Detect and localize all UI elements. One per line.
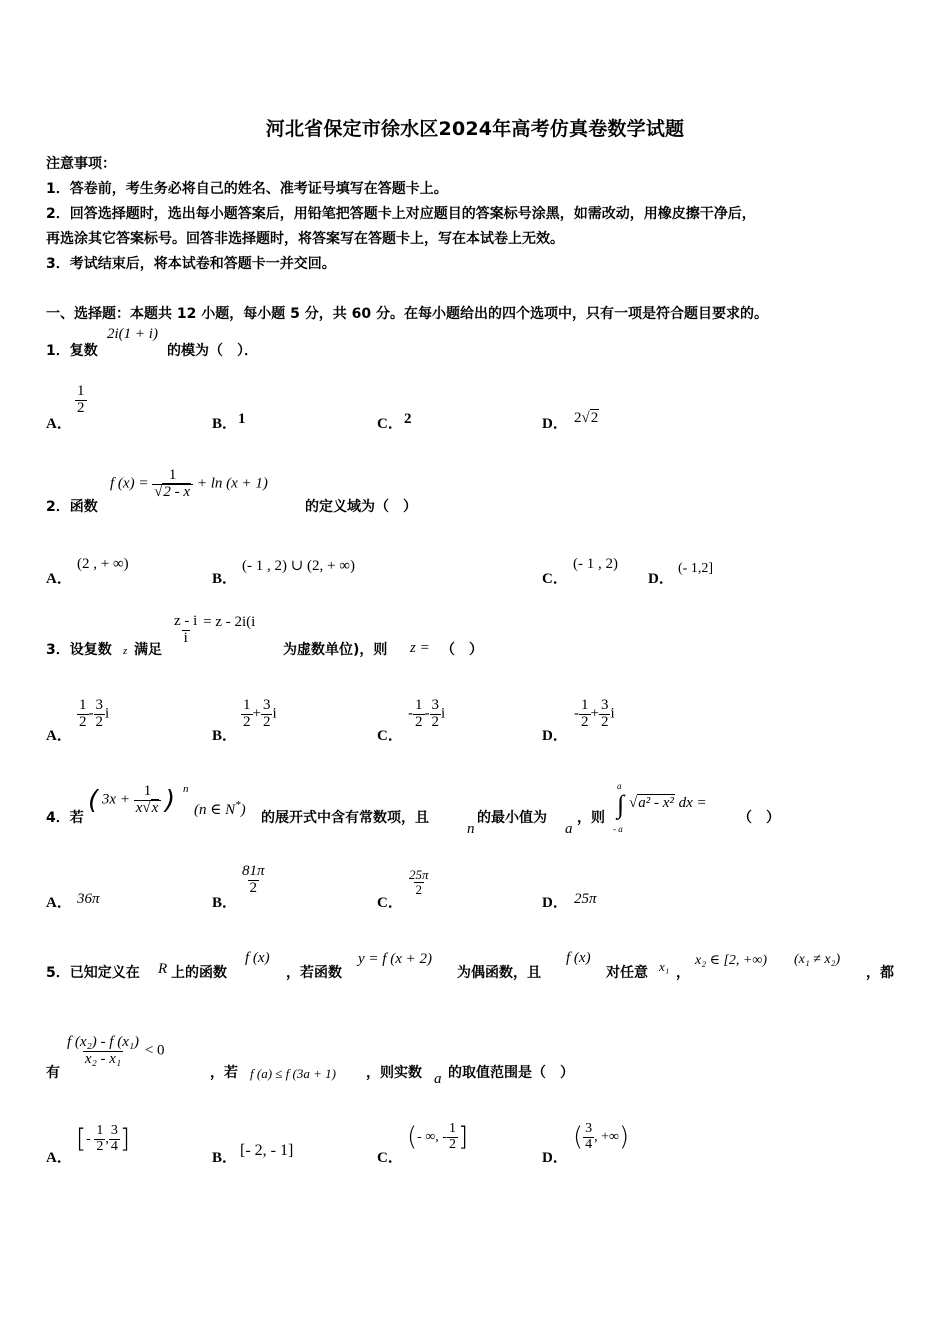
- q5-t7: ，则实数: [366, 1065, 422, 1081]
- right-paren: ): [165, 785, 176, 816]
- frac-numerator: 1: [448, 1121, 456, 1136]
- q5-x1: x₁: [659, 959, 670, 974]
- coef: 2: [574, 410, 582, 426]
- operator: +: [252, 705, 261, 722]
- left-bracket: [: [76, 1124, 87, 1155]
- frac-denominator: 2: [95, 713, 103, 730]
- sign: -: [574, 705, 579, 722]
- frac-denominator: 4: [110, 1138, 118, 1154]
- right-paren: ): [619, 1122, 630, 1153]
- q5-yfx: y = f (x + 2): [358, 951, 432, 967]
- q3-suffix1: 为虚数单位)，则: [283, 642, 388, 658]
- right-bracket: ]: [119, 1124, 130, 1155]
- sep: ,: [105, 1131, 109, 1147]
- frac-numerator: 81π: [242, 863, 265, 879]
- q4-mid1: 的展开式中含有常数项，且: [261, 810, 429, 826]
- frac-numerator: 1: [79, 697, 87, 713]
- sqrt-icon: √: [629, 795, 638, 811]
- frac-denominator: 2: [600, 713, 609, 730]
- frac-numerator: 3: [262, 697, 271, 713]
- radicand: 2 - x: [163, 483, 191, 500]
- q2-option-c-label: C．: [542, 571, 568, 587]
- q3-option-b-label: B．: [212, 728, 238, 744]
- q3-suffix2: （ ）: [441, 642, 483, 658]
- q4-condition: [194, 799, 246, 819]
- frac-numerator: 1: [243, 697, 251, 713]
- frac-denominator: 2: [262, 713, 271, 730]
- q2-function: [110, 468, 268, 501]
- q1-option-a-label: A．: [46, 416, 72, 432]
- notice-item-3: 3．考试结束后，将本试卷和答题卡一并交回。: [46, 256, 336, 272]
- radicand: 2: [590, 410, 599, 426]
- frac-denominator: 2: [96, 1138, 104, 1154]
- q5-option-c-label: C．: [377, 1150, 403, 1166]
- q2-option-a-label: A．: [46, 571, 72, 587]
- frac-denominator: x₂ - x₁: [84, 1050, 122, 1067]
- frac-numerator: 25π: [409, 867, 429, 882]
- q4-option-b: [240, 864, 267, 897]
- frac-denominator: 2: [415, 881, 422, 897]
- frac-numerator: 1: [168, 467, 177, 483]
- frac-denominator: 2: [77, 399, 85, 416]
- q5-option-b: [- 2, - 1]: [240, 1142, 294, 1159]
- frac-numerator: 1: [415, 697, 423, 713]
- integral-icon: ∫: [617, 790, 625, 819]
- frac-numerator: 3: [600, 697, 609, 713]
- left-paren: (: [88, 785, 99, 816]
- notice-heading: 注意事项：: [46, 156, 116, 172]
- notice-item-2-cont: 再选涂其它答案标号。回答非选择题时，将答案写在答题卡上，写在本试卷上无效。: [46, 231, 564, 247]
- q4-binomial: [88, 784, 175, 817]
- q5-t5: ，都: [866, 965, 894, 981]
- frac-denominator: 2: [415, 713, 423, 730]
- q5-t8: 的取值范围是（ ）: [448, 1065, 574, 1081]
- radicand: a² - x²: [638, 795, 674, 811]
- q4-term: 3x +: [101, 791, 130, 808]
- q3-equation: [172, 614, 255, 647]
- q4-option-a-label: A．: [46, 895, 72, 911]
- radicand: x: [151, 799, 159, 816]
- sign: -: [86, 1131, 95, 1147]
- lower-bound: - ∞, -: [417, 1129, 447, 1145]
- q2-suffix: 的定义域为（ ）: [305, 499, 417, 515]
- q1-option-d-label: D．: [542, 416, 568, 432]
- frac-denominator: 2: [243, 713, 251, 730]
- frac-numerator: z - i: [174, 613, 198, 629]
- q5-fx: f (x): [245, 950, 270, 966]
- frac-denominator: 4: [585, 1136, 593, 1152]
- q2-option-d: (- 1,2]: [678, 561, 713, 576]
- q5-option-a: [76, 1124, 130, 1154]
- q4-option-b-label: B．: [212, 895, 238, 911]
- operator: -: [88, 705, 94, 722]
- q3-eq: z =: [410, 640, 430, 656]
- q5-neq: (x₁ ≠ x₂): [794, 952, 841, 967]
- q1-option-b-label: B．: [212, 416, 238, 432]
- imag-unit: i: [272, 705, 277, 722]
- q5-option-a-label: A．: [46, 1150, 72, 1166]
- q5-a: a: [434, 1071, 442, 1087]
- q3-option-a: [77, 698, 109, 731]
- frac-numerator: 3: [95, 697, 103, 713]
- q5-lt0: < 0: [144, 1042, 165, 1059]
- q3-option-b: [241, 698, 277, 731]
- q3-option-d: [574, 698, 615, 731]
- frac-numerator: 1: [581, 697, 589, 713]
- q5-t2: ，若函数: [286, 965, 342, 981]
- q5-t1: 上的函数: [171, 965, 227, 981]
- q5-option-d-label: D．: [542, 1150, 568, 1166]
- q2-prefix: 2．函数: [46, 499, 98, 515]
- imag-unit: i: [105, 705, 110, 722]
- sqrt-icon: √: [154, 483, 163, 500]
- q1-option-d: [574, 410, 599, 427]
- upper-bound: , +∞: [594, 1129, 620, 1145]
- section-heading: 一、选择题：本题共 12 小题，每小题 5 分，共 60 分。在每小题给出的四个选项中，只有一项是符合题目要求的。: [46, 306, 768, 322]
- q1-suffix: 的模为（ ）．: [167, 343, 258, 359]
- q5-option-b-label: B．: [212, 1150, 238, 1166]
- q4-mid3: ，则: [577, 810, 605, 826]
- cond-text: (n ∈ N: [194, 802, 236, 818]
- q2-option-b-label: B．: [212, 571, 238, 587]
- q5-t4: 对任意: [606, 965, 648, 981]
- frac-denominator: [152, 484, 193, 501]
- q4-option-c: [407, 868, 431, 896]
- q4-option-d: 25π: [574, 891, 597, 907]
- dx: dx =: [678, 795, 707, 811]
- left-paren: (: [573, 1122, 584, 1153]
- operator: -: [424, 705, 430, 722]
- imag-unit: i: [441, 705, 446, 722]
- q1-option-a: [75, 384, 87, 417]
- frac-numerator: 3: [585, 1121, 593, 1136]
- q4-mid2: 的最小值为: [477, 810, 547, 826]
- cond-sup: *: [235, 799, 241, 811]
- imag-unit: i: [610, 705, 615, 722]
- right-bracket: ]: [457, 1122, 469, 1153]
- notice-item-2: 2．回答选择题时，选出每小题答案后，用铅笔把答题卡上对应题目的答案标号涂黑，如需改动，用橡皮擦干净后，: [46, 206, 756, 222]
- q5-inequality: f (a) ≤ f (3a + 1): [250, 1066, 336, 1081]
- q4-int-lower: - a: [613, 824, 623, 834]
- q5-prefix: 5．已知定义在: [46, 965, 140, 981]
- q4-option-c-label: C．: [377, 895, 403, 911]
- sqrt-icon: √: [142, 799, 151, 816]
- q4-int-upper: a: [617, 781, 622, 791]
- q5-you: 有: [46, 1065, 60, 1081]
- frac-denominator: [134, 800, 162, 817]
- frac-numerator: 3: [110, 1123, 118, 1138]
- q2-lhs: f (x) =: [110, 475, 149, 492]
- frac-numerator: 1: [96, 1123, 104, 1138]
- q3-option-c: [408, 698, 445, 731]
- q3-option-a-label: A．: [46, 728, 72, 744]
- q4-prefix: 4．若: [46, 810, 84, 826]
- q5-fx2: f (x): [566, 950, 591, 966]
- q1-expression: 2i(1 + i): [107, 326, 158, 342]
- q5-option-d: [573, 1122, 629, 1152]
- q4-suffix: （ ）: [738, 810, 780, 826]
- q5-t6: ，若: [210, 1065, 238, 1081]
- q3-var: z: [123, 645, 128, 657]
- cond-end: ): [240, 802, 246, 818]
- sign: -: [408, 705, 413, 722]
- frac-numerator: f (x₂) - f (x₁): [67, 1034, 140, 1050]
- frac-denominator: i: [183, 629, 188, 646]
- q5-comma: ，: [676, 965, 690, 981]
- q3-mid: 满足: [134, 642, 162, 658]
- frac-numerator: 3: [431, 697, 439, 713]
- q5-x2-range: x₂ ∈ [2, +∞): [695, 953, 767, 968]
- frac-denominator: 2: [79, 713, 87, 730]
- q4-n: n: [467, 821, 475, 837]
- frac-numerator: 1: [77, 383, 85, 399]
- frac-numerator: 1: [143, 783, 152, 799]
- q5-option-c: [407, 1122, 468, 1152]
- q5-t3: 为偶函数，且: [457, 965, 541, 981]
- q5-difference-quotient: [65, 1035, 165, 1068]
- left-paren: (: [407, 1122, 418, 1153]
- page-title: 河北省保定市徐水区2024年高考仿真卷数学试题: [265, 118, 685, 140]
- frac-denominator: 2: [431, 713, 439, 730]
- q3-option-c-label: C．: [377, 728, 403, 744]
- q1-option-c: 2: [404, 411, 412, 427]
- q1-option-b: 1: [238, 411, 246, 427]
- q3-rhs: = z - 2i(i: [203, 614, 256, 630]
- q2-option-c: (- 1 , 2): [573, 556, 618, 572]
- q3-option-d-label: D．: [542, 728, 568, 744]
- frac-denominator: 2: [448, 1136, 456, 1152]
- q1-prefix: 1．复数: [46, 343, 98, 359]
- base: x: [135, 799, 143, 816]
- q4-exponent: n: [183, 783, 189, 795]
- q2-option-a: (2 , + ∞): [77, 556, 129, 572]
- notice-item-1: 1．答卷前，考生务必将自己的姓名、准考证号填写在答题卡上。: [46, 181, 448, 197]
- q4-option-d-label: D．: [542, 895, 568, 911]
- q2-option-d-label: D．: [648, 571, 674, 587]
- frac-denominator: 2: [581, 713, 589, 730]
- q3-prefix: 3．设复数: [46, 642, 112, 658]
- q4-option-a: 36π: [77, 891, 100, 907]
- frac-denominator: 2: [249, 879, 257, 896]
- q2-rhs: + ln (x + 1): [196, 475, 268, 492]
- q5-R: R: [158, 961, 168, 977]
- q2-option-b: (- 1 , 2) ∪ (2, + ∞): [242, 558, 355, 574]
- q4-a: a: [565, 821, 573, 837]
- sqrt-icon: √: [581, 410, 590, 426]
- q1-option-c-label: C．: [377, 416, 403, 432]
- operator: +: [590, 705, 599, 722]
- q4-integrand: [629, 795, 707, 812]
